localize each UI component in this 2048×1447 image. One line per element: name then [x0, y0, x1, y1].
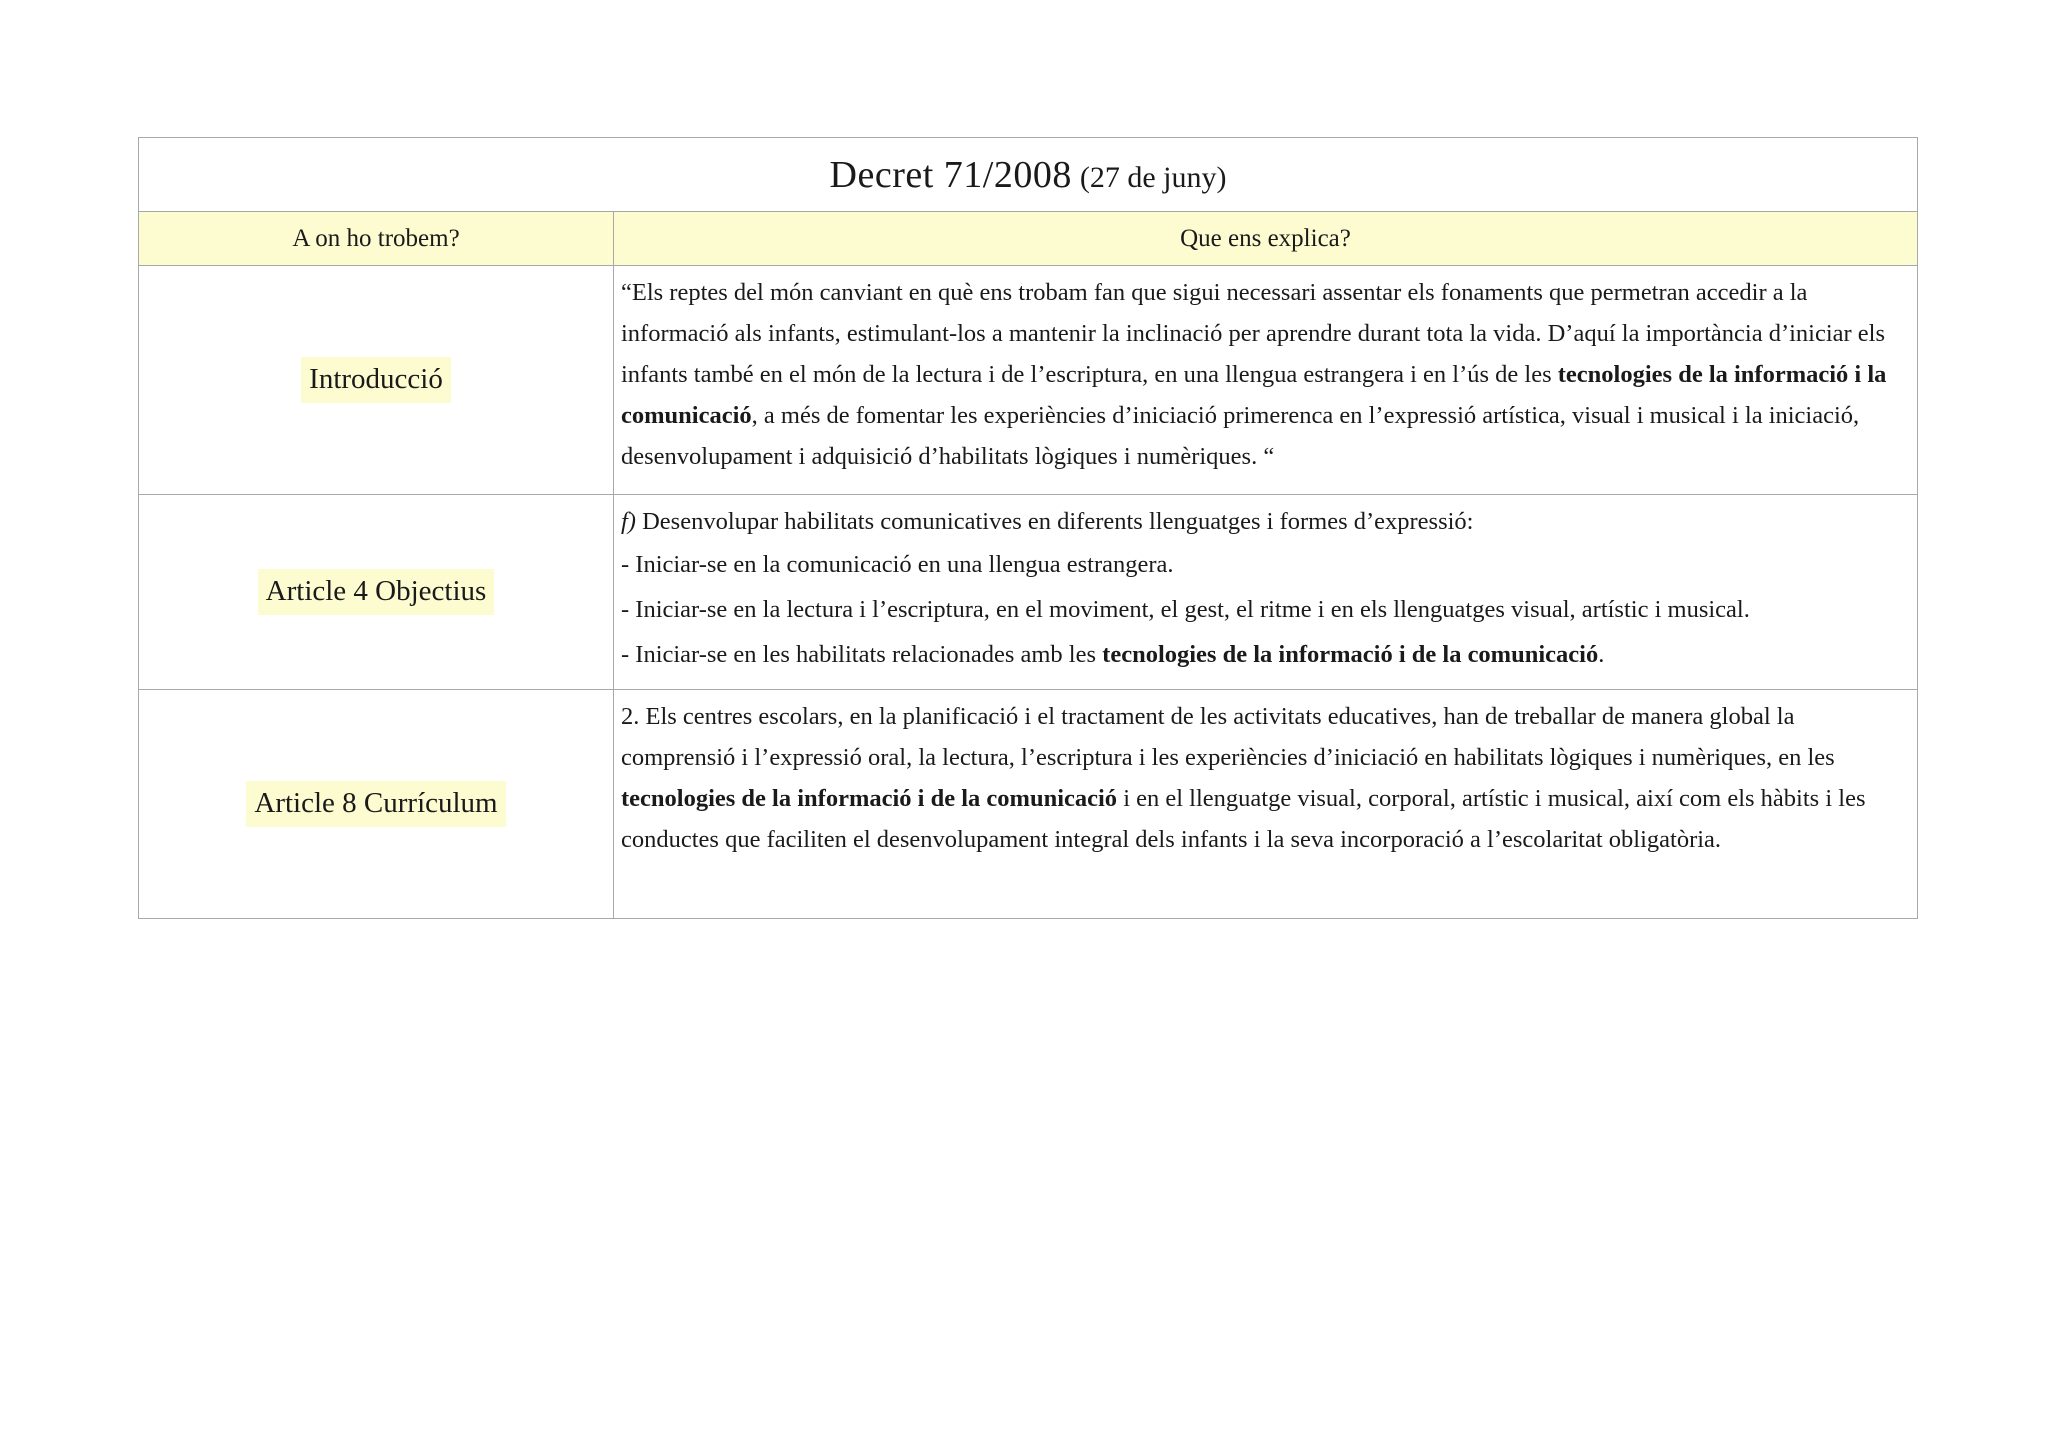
decree-table: [138, 137, 1918, 919]
table-row: [139, 266, 1918, 495]
art4-line-4-text: - Iniciar-se en les habilitats relacionades amb les: [621, 641, 1103, 668]
art4-f-mark: f): [621, 508, 636, 535]
art4-bold-ict: tecnologies de la informació i de la comunicació: [1102, 641, 1599, 668]
title-cell: [139, 138, 1918, 212]
title-row: [139, 138, 1918, 212]
document-title: Decret 71/2008: [829, 153, 1072, 196]
art4-line-1-text: Desenvolupar habilitats comunicatives en diferents llenguatges i formes d’expressió:: [635, 508, 1474, 535]
table-row: [139, 495, 1918, 690]
row-label-article-4: Article 4 Objectius: [258, 569, 495, 615]
intro-text-part-1: “Els reptes del món canviant en què ens trobam fan que sigui necessari assentar els fonaments que permetran accedir a la informació als infants, estimulant-los a mantenir la inclinació per aprendre durant tota la vida. D’aquí la importància d’iniciar els infants també en el món de la lectura i de l’escriptura, en una llengua estrangera i en l’ús de les: [621, 279, 1886, 388]
row-label-cell: [139, 495, 614, 690]
header-explanation: Que ens explica?: [614, 212, 1918, 266]
intro-bold-ict: tecnologies de la informació i la comunicació: [621, 361, 1887, 429]
row-label-cell: [139, 690, 614, 919]
art4-line-4-end: .: [1598, 641, 1605, 668]
art8-bold-ict: tecnologies de la informació i de la comunicació: [621, 785, 1118, 812]
header-row: [139, 212, 1918, 266]
intro-text-part-2: , a més de fomentar les experiències d’iniciació primerenca en l’expressió artística, visual i musical i la iniciació, desenvolupament i adquisició d’habilitats lògiques i numèriques. “: [621, 402, 1860, 470]
art4-line-3: - Iniciar-se en la lectura i l’escriptura, en el moviment, el gest, el ritme i en els llenguatges visual, artístic i musical.: [621, 596, 1750, 623]
art8-text-part-2: i en el llenguatge visual, corporal, artístic i musical, així com els hàbits i les conductes que faciliten el desenvolupament integral dels infants i la seva incorporació a l’escolaritat obligatòria.: [621, 785, 1866, 853]
document-subtitle: (27 de juny): [1079, 160, 1227, 194]
row-label-article-8: Article 8 Currículum: [246, 781, 505, 827]
row-content-article-8: [614, 690, 1918, 919]
row-content-article-4: [614, 495, 1918, 690]
header-location: A on ho trobem?: [139, 212, 614, 266]
art4-line-1: [621, 501, 1907, 542]
art8-text-part-1: 2. Els centres escolars, en la planificació i el tractament de les activitats educatives, han de treballar de manera global la comprensió i l’expressió oral, la lectura, l’escriptura i les experiències d’iniciació en habilitats lògiques i numèriques, en les: [621, 703, 1835, 771]
art4-line-4: [621, 632, 1907, 677]
row-label-cell: [139, 266, 614, 495]
table-row: [139, 690, 1918, 919]
art4-line-2: - Iniciar-se en la comunicació en una llengua estrangera.: [621, 551, 1174, 578]
row-content-introduccio: [614, 266, 1918, 495]
row-label-introduccio: Introducció: [301, 357, 451, 403]
